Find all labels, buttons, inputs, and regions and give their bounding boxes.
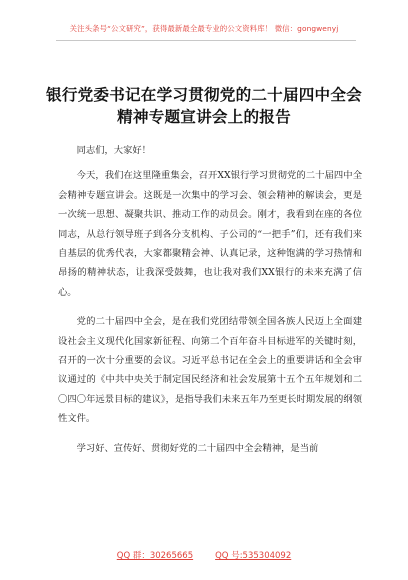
footer — [0, 549, 408, 561]
header-note: 关注头条号“公文研究”，获得最新最全最专业的公文资料库！ 微信：gongwenyj — [69, 24, 339, 33]
paragraph-2: 党的二十届四中全会，是在我们党团结带领全国各族人民迈上全面建设社会主义现代化国家新征程、向第二个百年奋斗目标进军的关键时刻，召开的一次十分重要的会议。习近平总书记在全会上的重要讲话和全会审议通过的《中共中央关于制定国民经济和社会发展第十五个五年规划和二〇四〇年远景目标的建议》，是指导我们未来五年乃至更长时期发展的纲领性文件。 — [58, 316, 362, 425]
header-divider — [56, 40, 356, 41]
paragraph-1: 今天，我们在这里隆重集会，召开XX银行学习贯彻党的二十届四中全会精神专题宣讲会。这既是一次集中的学习会、领会精神的解读会，更是一次统一思想、凝聚共识、推动工作的动员会。刚才，我看到在座的各位同志，从总行领导班子到各分支机构、子公司的“一把手”们，还有我们来自基层的优秀代表，大家都聚精会神、认真记录，这种饱满的学习热情和昂扬的精神状态，让我深受鼓舞，也让我对我们XX银行的未来充满了信心。 — [58, 170, 362, 298]
greeting: 同志们，大家好！ — [76, 145, 151, 156]
document-title: 银行党委书记在学习贯彻党的二十届四中全会精神专题宣讲会上的报告 — [46, 86, 362, 126]
paragraph-3: 学习好、宣传好、贯彻好党的二十届四中全会精神，是当前 — [76, 442, 319, 454]
qq-number-link[interactable]: QQ 号:535304092 — [215, 551, 292, 561]
document-body — [58, 141, 362, 458]
qq-group-link[interactable]: QQ 群：30265665 — [116, 551, 194, 561]
